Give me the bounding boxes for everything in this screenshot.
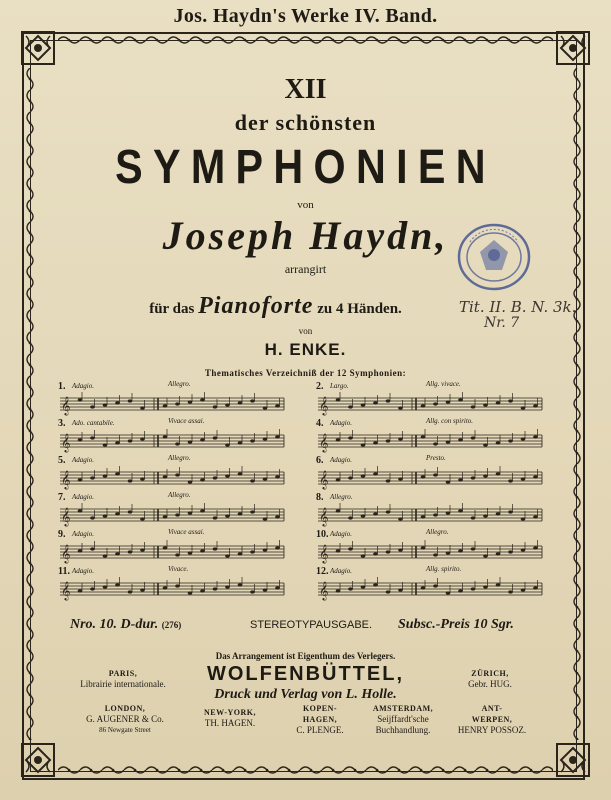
music-staff-icon <box>58 503 286 527</box>
right-border-ornament-icon <box>571 68 583 740</box>
incipit-tempo-main: Allg. vivace. <box>426 380 461 388</box>
composer-name: Joseph Haydn, <box>162 213 449 258</box>
music-staff-icon <box>58 392 286 416</box>
instrument-post: zu 4 Händen. <box>317 301 402 317</box>
volume-title: Jos. Haydn's Werke IV. Band. <box>173 5 438 27</box>
music-staff-icon <box>58 540 286 564</box>
arranger-name: H. ENKE. <box>264 340 347 359</box>
incipit-tempo-intro: Adagio. <box>72 456 94 464</box>
incipit-tempo-intro: Ado. cantabile. <box>72 419 115 427</box>
incipit-number: 5. <box>58 455 66 466</box>
incipit-number: 3. <box>58 418 66 429</box>
incipit-row <box>316 380 544 418</box>
agent-city-name: ANT- <box>481 704 503 713</box>
left-border-ornament-icon <box>24 68 36 740</box>
incipit-tempo-main: Allg. spirito. <box>426 565 462 573</box>
svg-text:𝄞: 𝄞 <box>61 544 71 563</box>
incipit-number: 2. <box>316 381 324 392</box>
incipit-tempo-intro: Adagio. <box>72 530 94 538</box>
svg-text:𝄞: 𝄞 <box>61 507 71 526</box>
agent-antwerpen <box>452 703 532 736</box>
incipit-number: 4. <box>316 418 324 429</box>
agent-city-name: NEW-YORK, <box>204 708 256 717</box>
incipit-tempo-main: Vivace. <box>168 565 189 573</box>
edition-number <box>70 617 181 633</box>
music-staff-icon <box>58 429 286 453</box>
agent-city-name: HAGEN, <box>302 715 338 724</box>
svg-text:𝄞: 𝄞 <box>319 544 329 563</box>
svg-text:𝄞: 𝄞 <box>319 507 329 526</box>
music-staff-icon <box>58 577 286 601</box>
rights-notice: Das Arrangement ist Eigenthum des Verlegers. <box>215 651 396 661</box>
agent-firm: Seijffardt'sche <box>377 714 429 724</box>
corner-ornament-icon <box>20 742 56 778</box>
corner-ornament-icon <box>20 30 56 66</box>
incipit-tempo-main: Vivace assai. <box>168 528 205 536</box>
svg-text:𝄞: 𝄞 <box>61 396 71 415</box>
agent-firm: C. PLENGE. <box>296 725 344 735</box>
incipit-row <box>58 454 286 492</box>
agent-firm: G. AUGENER & Co. <box>86 714 164 724</box>
agent-new-york <box>190 707 270 729</box>
incipit-tempo-main: Allegro. <box>426 528 449 536</box>
agent-firm: Gebr. HUG. <box>468 679 512 689</box>
publisher-city: WOLFENBÜTTEL, <box>206 663 405 685</box>
incipit-tempo-intro: Adagio. <box>330 419 352 427</box>
agent-amsterdam <box>358 703 448 736</box>
incipit-tempo-intro: Adagio. <box>72 567 94 575</box>
plate-number: (276) <box>161 620 182 630</box>
incipit-tempo-main: Presto. <box>426 454 446 462</box>
incipit-row <box>58 528 286 566</box>
agent-firm: Librairie internationale. <box>80 679 166 689</box>
agent-firm: HENRY POSSOZ. <box>457 725 527 735</box>
incipit-number: 9. <box>58 529 66 540</box>
instrument-pre: für das <box>149 301 195 317</box>
incipit-row <box>58 380 286 418</box>
incipit-tempo-intro: Allegro. <box>330 493 353 501</box>
incipit-tempo-intro: Adagio. <box>72 493 94 501</box>
incipit-tempo-intro: Adagio. <box>330 456 352 464</box>
title-numeral: XII <box>284 74 327 105</box>
music-staff-icon <box>316 429 544 453</box>
incipit-number: 12. <box>316 566 329 577</box>
incipit-tempo-main: Allegro. <box>168 454 191 462</box>
by-label-2: von <box>298 326 313 336</box>
incipit-number: 8. <box>316 492 324 503</box>
svg-text:𝄞: 𝄞 <box>319 470 329 489</box>
incipit-number: 11. <box>58 566 70 577</box>
agent-city-name: ZÜRICH, <box>471 669 509 678</box>
incipit-row <box>316 528 544 566</box>
incipit-tempo-intro: Adagio. <box>72 382 94 390</box>
music-staff-icon <box>58 466 286 490</box>
music-staff-icon <box>316 540 544 564</box>
music-staff-icon <box>316 466 544 490</box>
publisher-imprint: Druck und Verlag von L. Holle. <box>214 687 397 702</box>
instrument-name: Pianoforte <box>198 293 314 319</box>
svg-text:𝄞: 𝄞 <box>319 396 329 415</box>
incipit-number: 6. <box>316 455 324 466</box>
agent-firm: Buchhandlung. <box>375 725 431 735</box>
incipit-tempo-intro: Adagio. <box>330 567 352 575</box>
incipit-tempo-intro: Adagio. <box>330 530 352 538</box>
stereotype-label: STEREOTYPAUSGABE. <box>250 619 373 631</box>
agent-paris <box>68 668 178 690</box>
incipit-tempo-main: Allg. con spirito. <box>426 417 474 425</box>
agent-city-name: KOPEN- <box>302 704 338 713</box>
svg-text:𝄞: 𝄞 <box>61 433 71 452</box>
by-label: von <box>297 199 314 211</box>
handwritten-shelfmark: Tit. II. B. N. 3k. <box>459 298 577 316</box>
svg-text:𝄞: 𝄞 <box>319 581 329 600</box>
agent-city-name: PARIS, <box>108 669 138 678</box>
incipit-tempo-main: Vivace assai. <box>168 417 205 425</box>
incipit-number: 10. <box>316 529 329 540</box>
agent-kopenhagen <box>285 703 355 736</box>
edition-nro: Nro. 10. D-dur. <box>70 617 159 632</box>
arranged-label: arrangirt <box>284 262 327 276</box>
incipit-row <box>316 417 544 455</box>
agent-address: 86 Newgate Street <box>99 726 151 734</box>
handwritten-number: Nr. 7 <box>484 315 520 331</box>
incipit-row <box>316 565 544 603</box>
incipit-row <box>316 492 544 529</box>
thematic-index-heading: Thematisches Verzeichniß der 12 Symphonien: <box>204 368 407 378</box>
music-staff-icon <box>316 577 544 601</box>
agent-zurich <box>450 668 530 690</box>
incipit-tempo-main: Allegro. <box>168 380 191 388</box>
incipit-tempo-intro: Largo. <box>330 382 349 390</box>
subscription-price: Subsc.-Preis 10 Sgr. <box>398 617 514 632</box>
incipit-number: 1. <box>58 381 66 392</box>
title-subtitle: der schönsten <box>234 110 377 135</box>
top-border-ornament-icon <box>58 34 553 46</box>
volume-header <box>0 0 611 32</box>
agent-city-name: AMSTERDAM, <box>372 704 434 713</box>
agent-city-name: LONDON, <box>104 704 146 713</box>
svg-text:𝄞: 𝄞 <box>61 470 71 489</box>
agent-london <box>80 703 170 736</box>
incipit-row <box>58 491 286 529</box>
music-staff-icon <box>316 392 544 416</box>
incipit-number: 7. <box>58 492 66 503</box>
incipit-row <box>316 454 544 492</box>
corner-ornament-icon <box>555 30 591 66</box>
svg-text:𝄞: 𝄞 <box>319 433 329 452</box>
library-stamp-icon <box>456 222 532 292</box>
main-title: SYMPHONIEN <box>115 141 496 194</box>
incipit-row <box>58 417 286 455</box>
agent-city-name: WERPEN, <box>471 715 513 724</box>
corner-ornament-icon <box>555 742 591 778</box>
music-staff-icon <box>316 503 544 527</box>
svg-text:𝄞: 𝄞 <box>61 581 71 600</box>
agent-firm: TH. HAGEN. <box>204 718 256 728</box>
incipit-row <box>58 565 286 603</box>
bottom-border-ornament-icon <box>58 764 553 776</box>
incipit-tempo-main: Allegro. <box>168 491 191 499</box>
